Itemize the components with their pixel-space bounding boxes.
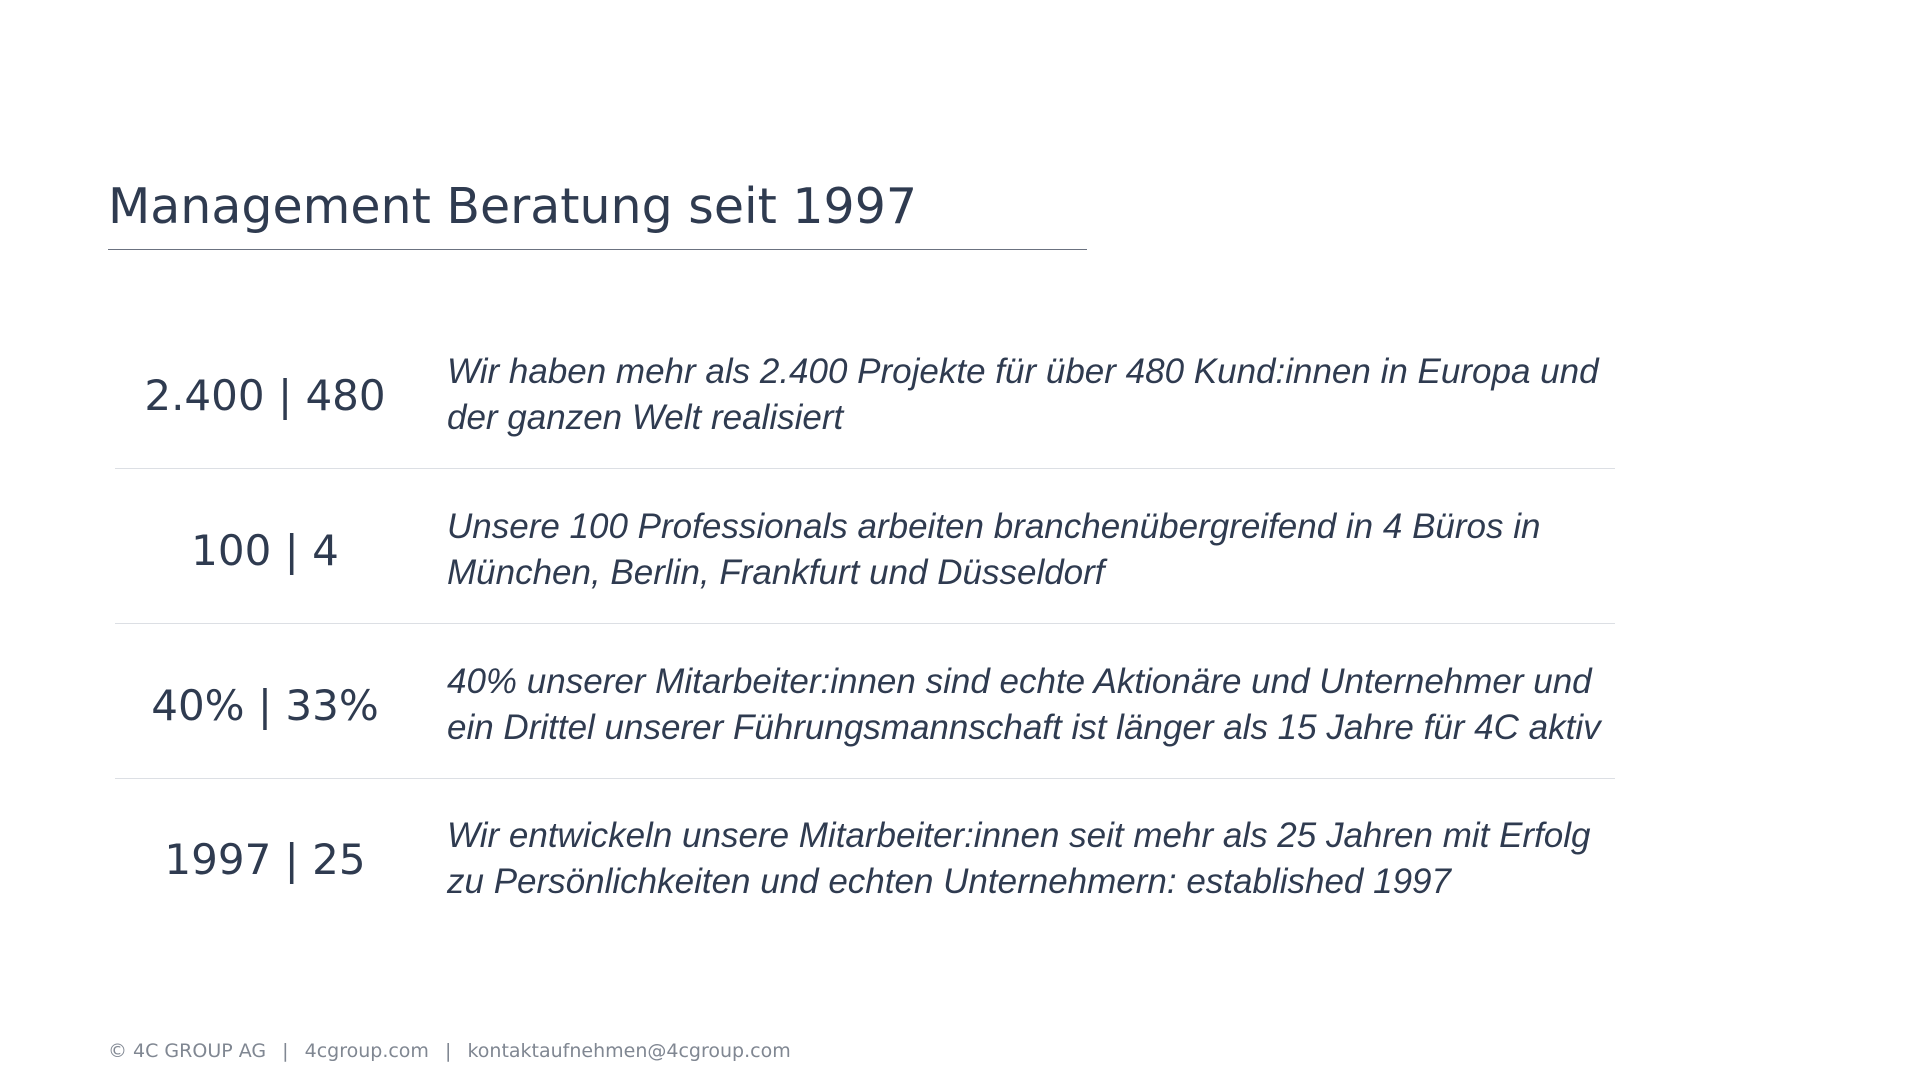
fact-description: Unsere 100 Professionals arbeiten branchenübergreifend in 4 Büros in München, Berlin, Frankfurt und Düsseldorf — [447, 507, 1541, 592]
footer-website-link[interactable]: 4cgroup.com — [304, 1040, 429, 1062]
fact-stat: 40% | 33% — [151, 680, 379, 730]
row-divider — [115, 468, 1615, 469]
fact-row-professionals-offices — [115, 495, 1615, 650]
row-divider — [115, 623, 1615, 624]
footer-copyright: © 4C GROUP AG — [108, 1040, 267, 1062]
fact-description: Wir haben mehr als 2.400 Projekte für über 480 Kund:innen in Europa und der ganzen Welt realisiert — [447, 352, 1599, 437]
footer-separator: | — [445, 1040, 452, 1062]
fact-stat: 2.400 | 480 — [144, 370, 386, 420]
fact-stat: 1997 | 25 — [164, 834, 366, 884]
fact-description: Wir entwickeln unsere Mitarbeiter:innen seit mehr als 25 Jahren mit Erfolg zu Persönlichkeiten und echten Unternehmern: established 1997 — [447, 816, 1591, 901]
fact-description: 40% unserer Mitarbeiter:innen sind echte Aktionäre und Unternehmer und ein Drittel unserer Führungsmannschaft ist länger als 15 Jahre für 4C aktiv — [447, 662, 1601, 747]
slide-title: Management Beratung seit 1997 — [108, 178, 918, 235]
fact-row-founded-years — [115, 804, 1615, 959]
fact-stat: 100 | 4 — [191, 525, 339, 575]
footer-email-link[interactable]: kontaktaufnehmen@4cgroup.com — [467, 1040, 791, 1062]
footer — [108, 1040, 791, 1062]
row-divider — [115, 778, 1615, 779]
footer-separator: | — [282, 1040, 289, 1062]
fact-row-shareholders-leadership — [115, 650, 1615, 805]
fact-row-projects-clients — [115, 340, 1615, 495]
